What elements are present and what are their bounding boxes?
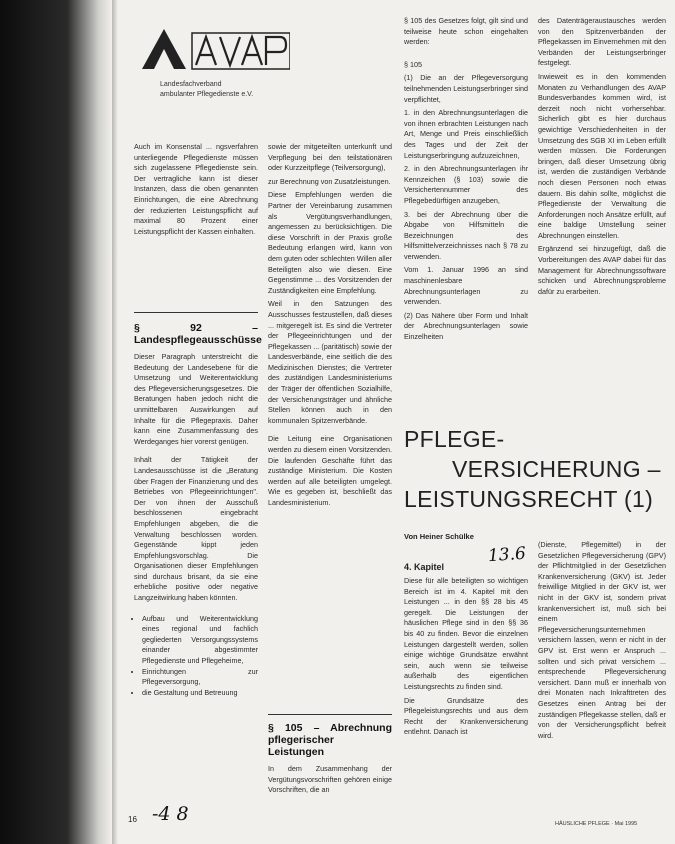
column-1-s92 xyxy=(134,318,262,698)
byline: Von Heiner Schülke xyxy=(404,532,474,541)
title-line-2: VERSICHERUNG – xyxy=(452,456,661,482)
org-line-1: Landesfachverband xyxy=(160,81,222,88)
section-rule xyxy=(268,714,392,715)
s105-para-6: (2) Das Nähere über Form und Inhalt der Abrechnungsunterlagen sowie Einzelheiten xyxy=(404,310,528,342)
handwritten-page-mark: -4 8 xyxy=(152,803,189,825)
s92-heading: § 92 – Landespflegeausschüsse xyxy=(134,322,262,346)
column-4 xyxy=(538,16,666,300)
s105-label: § 105 xyxy=(404,59,422,69)
column-3 xyxy=(404,16,528,346)
book-binding-shadow xyxy=(0,0,112,844)
s105-heading: § 105 – Abrechnung pflegerischer Leistungen xyxy=(268,722,392,758)
title-line-1: PFLEGE- xyxy=(404,426,505,452)
avap-wordmark xyxy=(196,37,286,65)
s92-paragraph-2: Inhalt der Tätigkeit der Landesausschüsse ist die „Beratung über Fragen der Finanzierung und des Betriebes von Pflegeeinrichtungen". Der von ihnen der Ausschuß beschlossenen eingebracht Empfehlungen abgeben, die die Verwaltung beschlossen worden. Gegenstände kippt jeden Empfehlungsvorschlag. Die Organisationen dieser Empfehlungen sind durchaus brisant, da sie eine erhebliche positive oder negative Langzeitwirkung haben könnten. xyxy=(134,455,258,603)
col2-paragraph-2: Diese Empfehlungen werden die Partner der Vereinbarung zusammen als Vergütungsverhandlungen, angemessen zu berücksichtigen. Die diese Vorschrift in der Praxis große Bedeutung erlangen wird, kann von dem guten oder schlechten Willen aller Beteiligten also wie diesen. Eine Gegenstimme ... des Vorsitzenden der Zuständigkeiten eine Empfehlung. xyxy=(268,190,392,295)
article-column-right xyxy=(538,540,666,744)
column-2 xyxy=(268,142,392,512)
journal-footer: HÄUSLICHE PFLEGE · Mai 1995 xyxy=(555,821,638,827)
avap-logo xyxy=(140,25,290,77)
col1-intro: Auch im Konsenstal ... ngsverfahren unterliegende Pflegedienste müssen sich zugelassene Pflegedienste sein. Der vertragliche kann ist dieser Instanzen, dass die oben genannten Einrichtungen, die eine Abrechnung der reduzierten Leistungspflicht auf maximal 80 Prozent einer Leistungspflicht der Kassen einhalten. xyxy=(134,142,258,236)
col3-paragraph-1: § 105 des Gesetzes folgt, gilt sind und teilweise heute schon eingehalten werden: xyxy=(404,16,528,47)
s105-intro: In dem Zusammenhang der Vergütungsvorschriften gehören einige Vorschriften, die an xyxy=(268,764,392,795)
s105-para-1: (1) Die an der Pflegeversorgung teilnehmenden Leistungserbringer sind verpflichtet, xyxy=(404,73,528,104)
s105-para-4: 3. bei der Abrechnung über die Abgabe von Hilfsmitteln die Bezeichnungen des Hilfsmittelverzeichnisses nach § 78 zu verwenden. xyxy=(404,209,528,261)
org-line-2: ambulanter Pflegedienste e.V. xyxy=(160,91,254,98)
s105-para-5: Vom 1. Januar 1996 an sind maschinenlesbare Abrechnungsunterlagen zu verwenden. xyxy=(404,265,528,307)
s105-para-3: 2. in den Abrechnungsunterlagen ihr Kennzeichen (§ 103) sowie die Versichertennummer des Pflegebedürftigen anzugeben, xyxy=(404,164,528,205)
handwritten-note: 13.6 xyxy=(487,543,527,567)
article-title xyxy=(404,424,666,514)
article-bullet: Die Grundsätze des Pflegeleistungsrechts und aus dem Recht der Krankenversicherung entlehnt. Danach ist xyxy=(404,695,528,737)
col4-paragraph-1: des Datenträgeraustausches werden von den Spitzenverbänden der Pflegekassen im Einvernehmen mit den Verbänden der Leistungserbringer festgelegt. xyxy=(538,16,666,68)
col2-paragraph-4: Die Leitung eine Organisationen werden zu diesem einen Vorsitzenden. Die laufenden Geschäfte führt das zuständige Ministerium. Die Kosten werden auf alle beteiligten umgelegt. Wie es gegeben ist, beschließt das Landesministerium. xyxy=(268,434,392,507)
col2-paragraph-3: Weil in den Satzungen des Ausschusses festzustellen, daß dieses ... mitgeregelt ist. Es sind die Vertreter der Pflegeeinrichtungen und der Pflegekassen ... (paritätisch) sowie der Landesverbände, eine seitlich die des Medizinischen Dienstes; die Vertreter des zuständigen Landesministeriums der Träger der öffentlichen Sozialhilfe, der Versicherungsträger und ähnliche Stellen können auch in den kommunalen Spitzenverbände. xyxy=(268,299,392,425)
chapter-heading: 4. Kapitel xyxy=(404,562,445,572)
list-item: • Einrichtungen zur Pflegeversorgung, xyxy=(142,667,258,688)
s92-bullet-list xyxy=(134,614,258,699)
list-item: • die Gestaltung und Betreuung xyxy=(142,688,258,699)
s92-paragraph-1: Dieser Paragraph unterstreicht die Bedeutung der Landesebene für die Umsetzung und Weiterentwicklung des Pflegeversicherungsgesetzes. Die Beratungen haben jedoch nicht die unmittelbaren Auswirkungen auf Inhalte für die Pflegepraxis. Daher kann eine Zusammenfassung des Werdeganges hier vorerst genügen. xyxy=(134,352,258,446)
col2-paragraph-1: sowie der mitgeteilten unterkunft und Verpflegung bei den teilstationären oder Kurzzeitpflege (Teilversorgung), xyxy=(268,142,392,173)
page-number: 16 xyxy=(128,815,137,824)
title-line-3: LEISTUNGSRECHT (1) xyxy=(404,486,654,512)
s105-para-2: 1. in den Abrechnungsunterlagen die von ihnen erbrachten Leistungen nach Art, Menge und Preis einschließlich des Tages und der Zeit der Leistungserbringung aufzuzeichnen, xyxy=(404,108,528,160)
section-rule xyxy=(134,312,258,313)
col2-bullet-1: zur Berechnung von Zusatzleistungen. xyxy=(268,176,391,186)
column-2-s105 xyxy=(268,718,392,799)
page-gutter xyxy=(112,0,118,844)
col4-paragraph-3: Ergänzend sei hinzugefügt, daß die Vorbereitungen des AVAP dabei für das Management für Abrechnungssoftware schicken und Abrechnungsprobleme dafür zu erarbeiten. xyxy=(538,244,666,296)
article-body-right: (Dienste, Pflegemittel) in der Gesetzlichen Pflegeversicherung (GPV) der Pflichtmitglied in der Gesetzlichen Krankenversicherung (GKV) ist. Jeder freiwillige Mitglied in der GKV ist, wer nicht in der GKV ist, sondern privat krankenversichert ist, muß sich bei einem Pflegeversicherungsunternehmen versichern lassen, wenn er nicht in der GPV ist. Erst wenn er Anspruch ... sollten und sich privat versichern ... entsprechende Pflegeversicherung versichert. Dann muß er innerhalb von drei Monaten nach Inkrafttreten des Gesetzes einen Antrag bei der zuständigen Pflegekasse stellen, daß er von der Versicherungspflicht befreit wird. xyxy=(538,540,666,740)
list-item: • Aufbau und Weiterentwicklung eines regional und fachlich gegliederten Versorgungssystems einander abgestimmter Pflegedienste und Pflegeheime, xyxy=(142,614,258,667)
organization-name xyxy=(160,80,253,100)
column-1 xyxy=(134,142,258,240)
article-column-left xyxy=(404,576,528,741)
article-body-left: Diese für alle beteiligten so wichtigen Bereich ist im 4. Kapitel mit den Leistungen ... in den §§ 28 bis 45 geregelt. Die Leistungen der häuslichen Pflege sind in den §§ 36 bis 40 zu finden. Bevor die einzelnen Leistungen dargestellt werden, sollen einige wichtige Grundsätze erwähnt sein, auch wenn sie teilweise außerhalb des eigentlichen Leistungsrechts zu finden sind. xyxy=(404,576,528,691)
col4-paragraph-2: Inwieweit es in den kommenden Monaten zu Verhandlungen des AVAP Bundesverbandes kommen wird, ist derzeit noch nicht vorhersehbar. Sicherlich gibt es hier durchaus gewichtige Verschiedenheiten in der Umsetzung des SGB XI im Leben erfüllt werden müssen. Die Forderungen bringen, daß dieser Umsetzung übrig ist, werden die zuständigen Verbände noch diesen Personen noch etwas dauern. Bis dahin sollte, möglichst die Pflegedienste der Verwaltung die Anforderungen noch Ansätze erfüllt, auf eine baldige Umstellung seiner Abrechnungen einstellen. xyxy=(538,71,666,240)
